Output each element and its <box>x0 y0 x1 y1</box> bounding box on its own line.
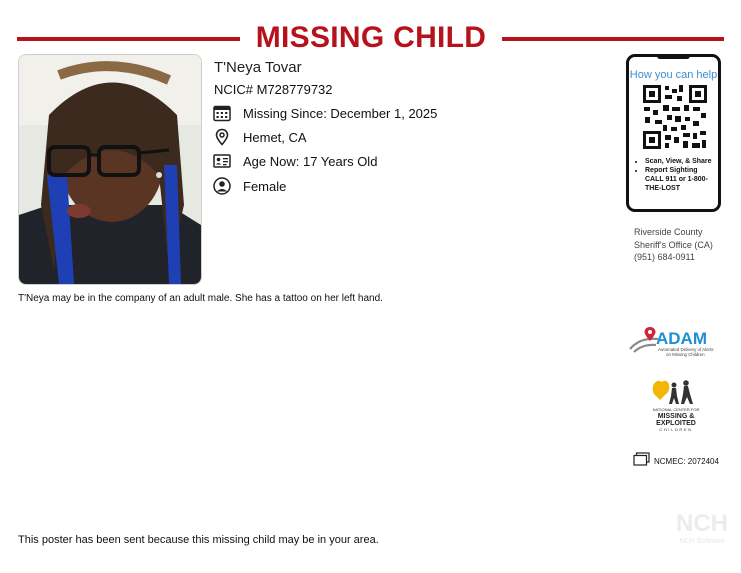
ncmec-logo-line2: MISSING & <box>657 413 695 420</box>
adam-tagline-1: Automated Delivery of Alerts <box>658 347 714 352</box>
adam-logo <box>628 323 720 361</box>
location: Hemet, CA <box>243 129 307 145</box>
child-name: T'Neya Tovar <box>214 59 302 76</box>
person-icon <box>213 177 231 195</box>
ncmec-logo-line1: NATIONAL CENTER FOR <box>652 407 700 412</box>
id-card-icon <box>213 152 231 170</box>
header-rule-right <box>502 37 724 41</box>
phone-notch <box>657 54 690 59</box>
header-rule-left <box>17 37 240 41</box>
age-now: Age Now: 17 Years Old <box>243 153 378 169</box>
agency-name-line2: Sheriff's Office (CA) <box>634 239 713 250</box>
location-row <box>213 127 307 147</box>
page-title: MISSING CHILD <box>255 21 487 54</box>
nch-watermark-sub: NCH Software <box>679 538 725 545</box>
sex-row <box>213 176 287 196</box>
ncmec-logo <box>646 374 706 434</box>
description: T'Neya may be in the company of an adult male. She has a tattoo on her left hand. <box>18 293 383 304</box>
help-list <box>633 157 716 193</box>
missing-since: Missing Since: December 1, 2025 <box>243 105 438 121</box>
nch-watermark-mark: NCH <box>676 510 728 537</box>
location-pin-icon <box>213 128 231 146</box>
ncmec-logo-line4: CHILDREN <box>659 427 693 432</box>
footer-note: This poster has been sent because this missing child may be in your area. <box>18 534 379 546</box>
nch-watermark <box>672 505 732 547</box>
sex: Female <box>243 178 287 194</box>
agency-name-line1: Riverside County <box>634 227 703 237</box>
help-card-title: How you can help <box>629 69 718 81</box>
adam-wordmark: ADAM <box>656 329 707 348</box>
agency-phone[interactable]: (951) 684-0911 <box>634 252 695 262</box>
missing-since-row <box>213 103 438 123</box>
adam-tagline-2: on Missing Children <box>666 352 705 357</box>
ncic-number: NCIC# M728779732 <box>214 82 333 97</box>
help-item: • Report Sighting CALL 911 or 1-800-THE-LOST <box>645 166 716 193</box>
agency-contact <box>634 226 713 264</box>
ncmec-number: NCMEC: 2072404 <box>654 457 719 466</box>
ncmec-logo-line3: EXPLOITED <box>656 420 696 427</box>
ncmec-case <box>633 452 719 471</box>
qr-code[interactable] <box>641 83 709 151</box>
help-item: • Scan, View, & Share <box>645 157 716 166</box>
age-row <box>213 151 378 171</box>
help-card <box>626 54 721 212</box>
folder-icon <box>633 452 650 471</box>
calendar-icon <box>213 104 231 122</box>
child-photo <box>18 54 202 285</box>
